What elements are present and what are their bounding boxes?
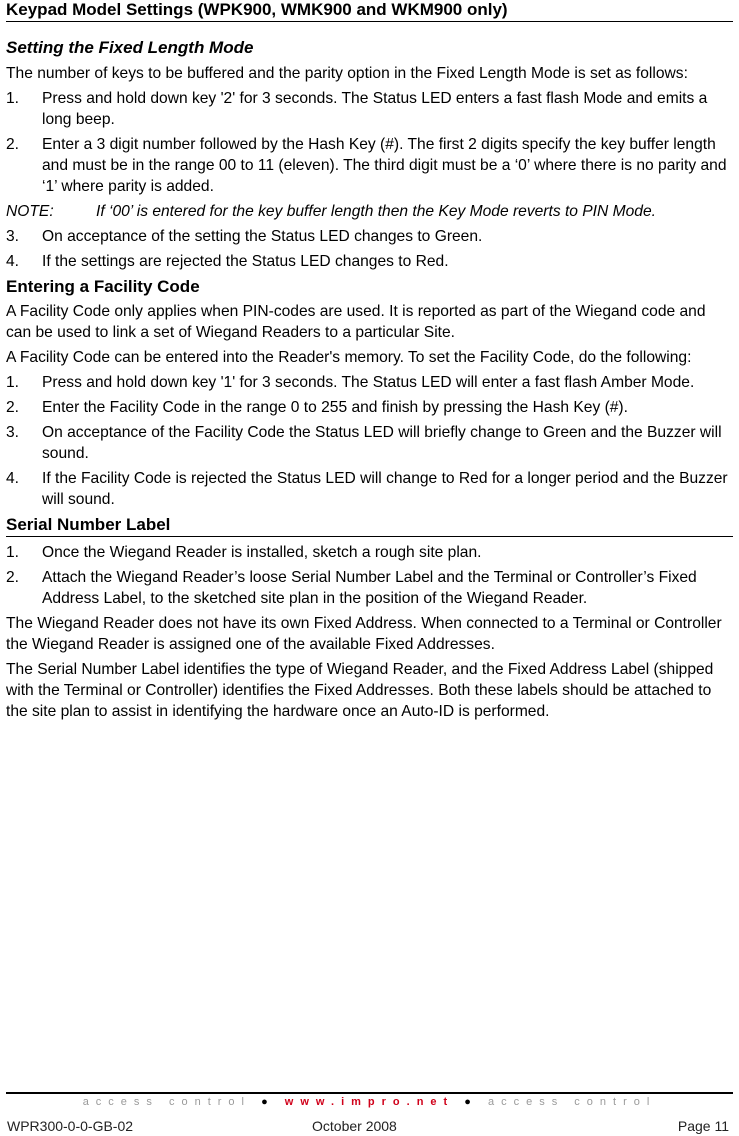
- list-number: 1.: [6, 544, 20, 561]
- footer-page-number: Page 11: [677, 1118, 729, 1134]
- footer-divider: [6, 1092, 733, 1094]
- list-text: Press and hold down key '1' for 3 seconds. The Status LED will enter a fast flash Amber Mode.: [42, 374, 695, 391]
- section-heading-fixed-length: Setting the Fixed Length Mode: [6, 38, 254, 57]
- footer-date: October 2008: [312, 1118, 397, 1134]
- footer-tagline-left: access control: [82, 1096, 251, 1108]
- footer-tagline: [0, 1095, 739, 1109]
- footer-website[interactable]: www.impro.net: [284, 1096, 455, 1108]
- note-text: If ‘00’ is entered for the key buffer length then the Key Mode reverts to PIN Mode.: [96, 203, 656, 220]
- list-number: 4.: [6, 253, 20, 270]
- list-number: 1.: [6, 374, 20, 391]
- serial-para-2: The Serial Number Label identifies the type of Wiegand Reader, and the Fixed Address Label (shipped with the Terminal or Controller) identifies the Fixed Addresses. Both these labels should be attached to the site plan to assist in identifying the hardware once an Auto-ID is performed.: [6, 661, 714, 720]
- list-item: [6, 226, 733, 247]
- footer-tagline-right: access control: [488, 1096, 657, 1108]
- list-text: Press and hold down key '2' for 3 seconds. The Status LED enters a fast flash Mode and emits a long beep.: [42, 90, 708, 128]
- list-item: [6, 134, 733, 197]
- list-item: [6, 372, 733, 393]
- list-text: On acceptance of the setting the Status LED changes to Green.: [42, 228, 483, 245]
- list-text: Enter a 3 digit number followed by the Hash Key (#). The first 2 digits specify the key buffer length and must be in the range 00 to 11 (eleven). The third digit must be a ‘0’ where there is no parity and ‘1’ where parity is added.: [42, 136, 727, 195]
- list-item: [6, 422, 733, 464]
- list-item: [6, 542, 733, 563]
- section-heading-facility-code: Entering a Facility Code: [6, 277, 200, 296]
- fixed-length-intro: The number of keys to be buffered and the parity option in the Fixed Length Mode is set as follows:: [6, 65, 688, 82]
- facility-para-1: A Facility Code only applies when PIN-codes are used. It is reported as part of the Wiegand code and can be used to link a set of Wiegand Readers to a particular Site.: [6, 303, 706, 341]
- bullet-icon: ●: [261, 1096, 275, 1108]
- section-heading-serial-label: Serial Number Label: [6, 514, 733, 537]
- list-text: Enter the Facility Code in the range 0 to 255 and finish by pressing the Hash Key (#).: [42, 399, 628, 416]
- list-item: [6, 567, 733, 609]
- list-number: 2.: [6, 399, 20, 416]
- list-text: If the Facility Code is rejected the Status LED will change to Red for a longer period and the Buzzer will sound.: [42, 470, 728, 508]
- facility-para-2: A Facility Code can be entered into the Reader's memory. To set the Facility Code, do the following:: [6, 349, 692, 366]
- serial-para-1: The Wiegand Reader does not have its own Fixed Address. When connected to a Terminal or Controller the Wiegand Reader is assigned one of the available Fixed Addresses.: [6, 615, 722, 653]
- list-text: Attach the Wiegand Reader’s loose Serial Number Label and the Terminal or Controller’s Fixed Address Label, to the sketched site plan in the position of the Wiegand Reader.: [42, 569, 697, 607]
- bullet-icon: ●: [464, 1096, 478, 1108]
- note: [6, 201, 733, 222]
- footer-doc-code: WPR300-0-0-GB-02: [7, 1118, 134, 1134]
- list-number: 3.: [6, 228, 20, 245]
- list-item: [6, 251, 733, 272]
- list-item: [6, 468, 733, 510]
- list-number: 2.: [6, 569, 20, 586]
- document-page: [6, 0, 733, 726]
- list-text: On acceptance of the Facility Code the Status LED will briefly change to Green and the Buzzer will sound.: [42, 424, 722, 462]
- list-item: [6, 397, 733, 418]
- note-label: NOTE:: [6, 203, 54, 220]
- list-text: Once the Wiegand Reader is installed, sketch a rough site plan.: [42, 544, 482, 561]
- list-text: If the settings are rejected the Status LED changes to Red.: [42, 253, 449, 270]
- list-item: [6, 88, 733, 130]
- list-number: 3.: [6, 424, 20, 441]
- list-number: 1.: [6, 90, 20, 107]
- list-number: 4.: [6, 470, 20, 487]
- page-title: Keypad Model Settings (WPK900, WMK900 and WKM900 only): [6, 0, 733, 22]
- list-number: 2.: [6, 136, 20, 153]
